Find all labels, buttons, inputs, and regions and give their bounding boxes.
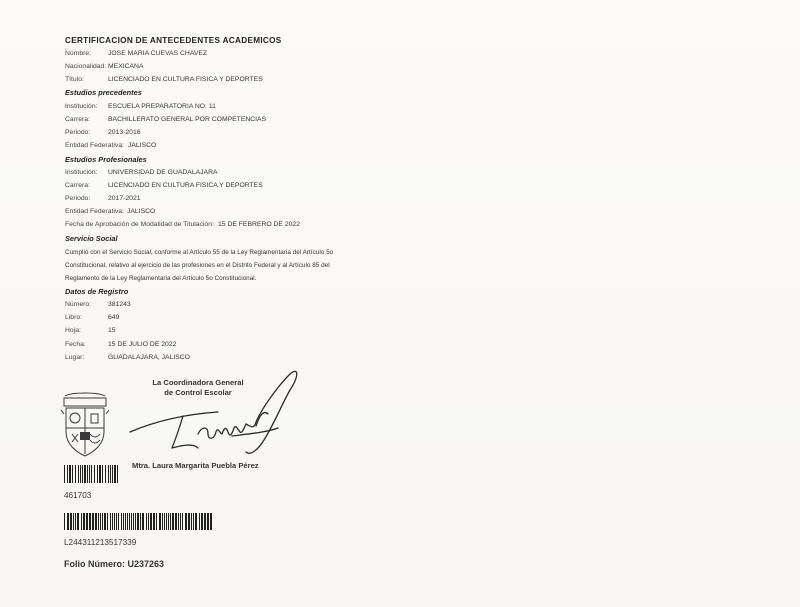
barcode-2-number: L244311213517339 xyxy=(64,538,137,547)
reg-fecha-label: Fecha: xyxy=(65,341,86,348)
nacionalidad-value: MEXICANA xyxy=(108,63,144,70)
barcode-bar xyxy=(164,513,165,530)
barcode-bar xyxy=(80,465,81,483)
barcode-bar xyxy=(207,513,209,530)
barcode-bar xyxy=(193,513,194,530)
prec-carrera-value: BACHILLERATO GENERAL POR COMPETENCIAS xyxy=(108,116,267,123)
barcode-bar xyxy=(105,465,106,483)
barcode-bar xyxy=(64,513,65,530)
prof-entidad-label: Entidad Federativa: xyxy=(65,208,124,215)
barcode-bar xyxy=(123,513,124,530)
barcode-bar xyxy=(118,513,119,530)
reg-hoja-value: 15 xyxy=(108,327,116,334)
barcode-bar xyxy=(162,513,163,530)
prec-institucion-label: Institución: xyxy=(65,103,98,110)
barcode-bar xyxy=(201,513,203,530)
barcode-bar xyxy=(159,513,161,530)
barcode-bar xyxy=(112,465,113,483)
barcode-bar xyxy=(99,465,101,483)
barcode-bar xyxy=(82,465,83,483)
barcode-bar xyxy=(87,465,88,483)
barcode-bar xyxy=(73,513,74,530)
barcode-bar xyxy=(94,465,95,483)
barcode-bar xyxy=(95,513,97,530)
barcode-bar xyxy=(140,513,141,530)
titulacion-value: 15 DE FEBRERO DE 2022 xyxy=(218,221,300,228)
servicio-line-3: Reglamento de la Ley Reglamentaria del Artículo 5o Constitucional. xyxy=(65,275,257,282)
barcode-bar xyxy=(72,465,73,483)
barcode-bar xyxy=(92,513,94,530)
barcode-bar xyxy=(114,513,115,530)
registro-heading: Datos de Registro xyxy=(65,287,129,296)
servicio-heading: Servicio Social xyxy=(65,234,118,243)
signature-title-line2: de Control Escolar xyxy=(164,388,232,397)
folio-number: Folio Número: U237263 xyxy=(64,559,165,569)
signature-title-line1: La Coordinadora General xyxy=(152,378,244,387)
reg-lugar-value: GUADALAJARA, JALISCO xyxy=(108,354,190,361)
barcode-bar xyxy=(210,513,212,530)
barcode-bar xyxy=(98,513,99,530)
nombre-label: Nombre: xyxy=(65,50,92,57)
barcode-bar xyxy=(148,513,149,530)
barcode-bar xyxy=(199,513,200,530)
barcode-bar xyxy=(102,513,103,530)
barcode-bar xyxy=(75,465,76,483)
barcode-bar xyxy=(135,513,136,530)
barcode-bar xyxy=(166,513,167,530)
barcode-bar xyxy=(100,513,101,530)
reg-lugar-label: Lugar: xyxy=(65,354,85,361)
barcode-1 xyxy=(64,465,120,483)
barcode-bar xyxy=(156,513,157,530)
barcode-bar xyxy=(102,465,103,483)
reg-libro-value: 649 xyxy=(108,314,120,321)
prec-entidad-value: JALISCO xyxy=(128,142,157,149)
barcode-bar xyxy=(89,513,91,530)
barcode-bar xyxy=(146,513,147,530)
prec-entidad-label: Entidad Federativa: xyxy=(65,142,124,149)
barcode-bar xyxy=(175,513,177,530)
prof-carrera-label: Carrera: xyxy=(65,182,90,189)
barcode-bar xyxy=(83,513,85,530)
barcode-bar xyxy=(137,513,139,530)
barcode-bar xyxy=(86,513,88,530)
barcode-bar xyxy=(172,513,174,530)
barcode-bar xyxy=(75,513,76,530)
reg-fecha-value: 15 DE JULIO DE 2022 xyxy=(108,341,177,348)
prof-institucion-value: UNIVERSIDAD DE GUADALAJARA xyxy=(108,169,218,176)
prec-carrera-label: Carrera: xyxy=(65,116,90,123)
prec-institucion-value: ESCUELA PREPARATORIA NO. 11 xyxy=(108,103,216,110)
barcode-bar xyxy=(97,465,98,483)
barcode-bar xyxy=(69,465,71,483)
reg-numero-label: Número: xyxy=(65,301,92,308)
prof-periodo-value: 2017-2021 xyxy=(108,195,141,202)
barcode-bar xyxy=(108,465,109,483)
barcode-bar xyxy=(142,513,144,530)
document-title: CERTIFICACION DE ANTECEDENTES ACADEMICOS xyxy=(65,36,282,45)
barcode-bar xyxy=(153,513,155,530)
barcode-bar xyxy=(89,465,90,483)
prof-periodo-label: Periodo: xyxy=(65,195,91,202)
prec-periodo-label: Periodo: xyxy=(65,129,91,136)
barcode-bar xyxy=(70,513,72,530)
barcode-1-number: 461703 xyxy=(64,491,92,500)
profesionales-heading: Estudios Profesionales xyxy=(65,155,147,164)
barcode-bar xyxy=(77,513,79,530)
barcode-bar xyxy=(67,513,69,530)
barcode-bar xyxy=(185,513,187,530)
barcode-2 xyxy=(64,513,212,530)
barcode-bar xyxy=(104,513,106,530)
prec-periodo-value: 2013-2016 xyxy=(108,129,141,136)
barcode-bar xyxy=(191,513,192,530)
university-seal-icon xyxy=(60,390,110,458)
barcode-bar xyxy=(110,513,111,530)
barcode-bar xyxy=(170,513,171,530)
barcode-bar xyxy=(110,465,111,483)
servicio-line-1: Cumplió con el Servicio Social, conforme al Artículo 55 de la Ley Reglamentaria del Artículo 5o xyxy=(65,249,334,256)
barcode-bar xyxy=(127,513,128,530)
barcode-bar xyxy=(129,513,130,530)
barcode-bar xyxy=(182,513,183,530)
barcode-bar xyxy=(121,513,122,530)
barcode-bar xyxy=(188,513,190,530)
barcode-bar xyxy=(84,465,86,483)
reg-hoja-label: Hoja: xyxy=(65,327,81,334)
barcode-bar xyxy=(195,513,197,530)
titulacion-label: Fecha de Aprobación de Modalidad de Titulación: xyxy=(65,221,214,228)
titulo-value: LICENCIADO EN CULTURA FISICA Y DEPORTES xyxy=(108,76,263,83)
reg-libro-label: Libro: xyxy=(65,314,83,321)
servicio-line-2: Constitucional, relativo al ejercicio de las profesiones en el Distrito Federal y al Artículo 85 del xyxy=(65,262,330,269)
barcode-bar xyxy=(64,465,65,483)
prof-entidad-value: JALISCO xyxy=(127,208,156,215)
signatory-name: Mtra. Laura Margarita Puebla Pérez xyxy=(132,461,259,470)
barcode-bar xyxy=(150,513,152,530)
barcode-bar xyxy=(178,513,179,530)
barcode-bar xyxy=(168,513,169,530)
barcode-bar xyxy=(114,465,116,483)
barcode-bar xyxy=(78,465,79,483)
barcode-bar xyxy=(116,513,117,530)
barcode-bar xyxy=(131,513,132,530)
handwritten-signature xyxy=(128,364,328,464)
barcode-bar xyxy=(107,513,108,530)
prof-institucion-label: Institución: xyxy=(65,169,98,176)
barcode-bar xyxy=(180,513,181,530)
precedentes-heading: Estudios precedentes xyxy=(65,88,142,97)
titulo-label: Título: xyxy=(65,76,84,83)
barcode-bar xyxy=(91,465,92,483)
barcode-bar xyxy=(67,465,68,483)
barcode-bar xyxy=(112,513,113,530)
barcode-bar xyxy=(117,465,118,483)
barcode-bar xyxy=(204,513,206,530)
reg-numero-value: 381243 xyxy=(108,301,131,308)
barcode-bar xyxy=(125,513,126,530)
barcode-bar xyxy=(133,513,134,530)
barcode-bar xyxy=(81,513,82,530)
prof-carrera-value: LICENCIADO EN CULTURA FISICA Y DEPORTES xyxy=(108,182,263,189)
nacionalidad-label: Nacionalidad: xyxy=(65,63,107,70)
nombre-value: JOSE MARIA CUEVAS CHAVEZ xyxy=(108,50,208,57)
